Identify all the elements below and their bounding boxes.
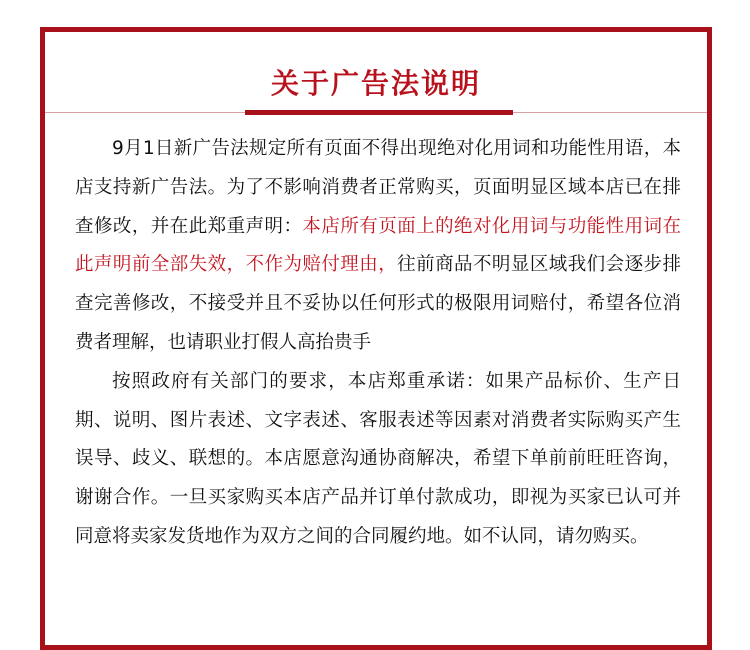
- paragraph-commitment: 按照政府有关部门的要求，本店郑重承诺：如果产品标价、生产日期、说明、图片表述、文字表述、客服表述等因素对消费者实际购买产生误导、歧义、联想的。本店愿意沟通协商解决，希望下单前前旺旺咨询，谢谢合作。一旦买家购买本店产品并订单付款成功，即视为买家已认可并同意将卖家发货地作为双方之间的合同履约地。如不认同，请勿购买。: [75, 370, 681, 547]
- paragraph1-text-before: 9月1日新广告法规定所有页面不得出现绝对化用词和功能性用语，本店支持新广告法。为了不影响消费者正常购买，页面明显区域本店已在排查修改，并在此郑重声明：: [75, 138, 681, 237]
- notice-frame: [40, 27, 712, 650]
- title-underline-accent: [245, 110, 513, 115]
- paragraph1-highlight: 本店所有页面上的绝对化用词与功能性用词在此声明前全部失效，不作为赔付理由，: [75, 215, 681, 276]
- notice-body: [75, 130, 681, 557]
- paragraph-ad-law: [75, 130, 681, 363]
- paragraph1-text-after: 往前商品不明显区域我们会逐步排查完善修改，不接受并且不妥协以任何形式的极限用词赔付，希望各位消费者理解，也请职业打假人高抬贵手: [75, 254, 681, 353]
- notice-title: 关于广告法说明: [270, 67, 481, 100]
